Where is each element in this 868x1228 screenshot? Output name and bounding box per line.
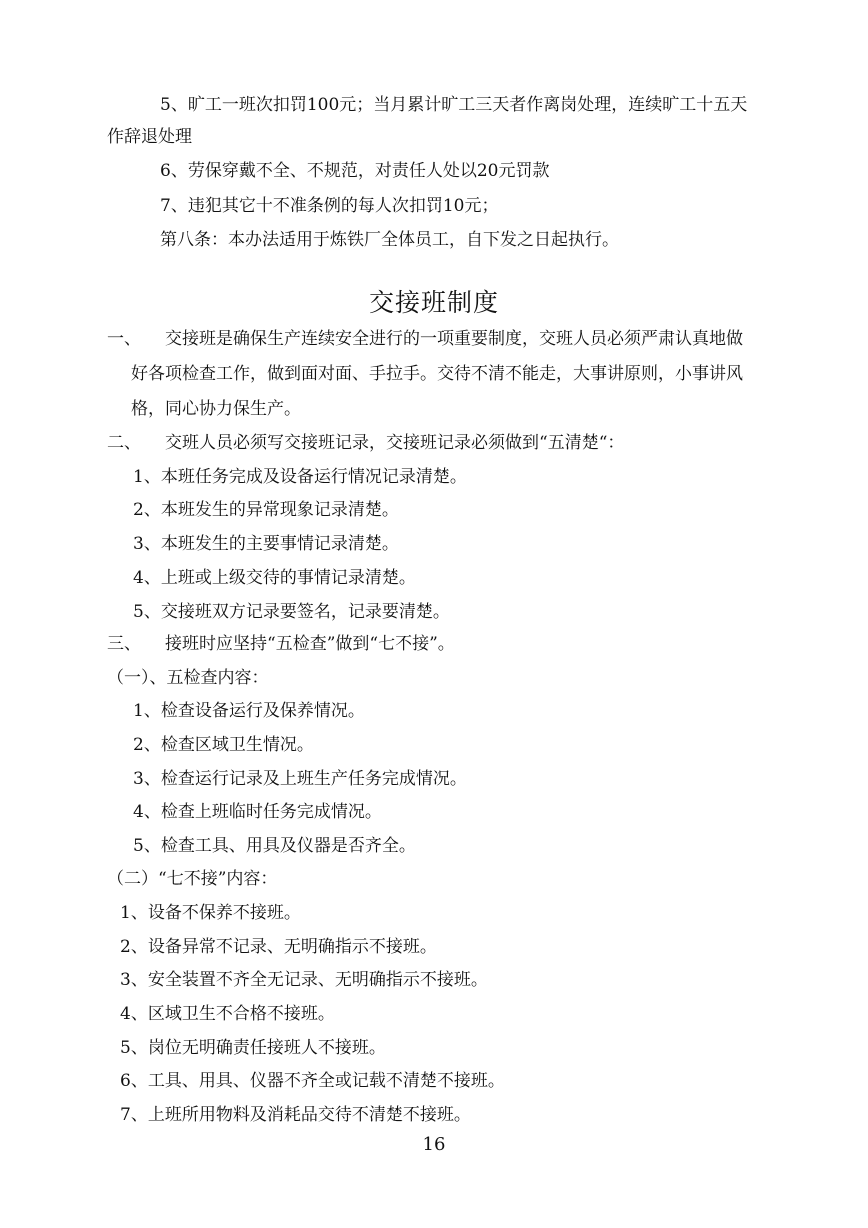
p2-item-3: 3、本班发生的主要事情记录清楚。 <box>133 534 399 554</box>
five-checks-item-4: 4、检查上班临时任务完成情况。 <box>133 802 382 822</box>
p2-item-1: 1、本班任务完成及设备运行情况记录清楚。 <box>133 467 467 487</box>
p1-line-2: 好各项检查工作，做到面对面、手拉手。交待不清不能走，大事讲原则，小事讲风 <box>131 364 743 384</box>
seven-rejects-heading: （二）“七不接”内容： <box>107 869 278 889</box>
p2-text: 交班人员必须写交接班记录，交接班记录必须做到“五清楚“： <box>165 433 625 453</box>
prev-item-6: 6、劳保穿戴不全、不规范，对责任人处以20元罚款 <box>160 161 550 181</box>
five-checks-item-3: 3、检查运行记录及上班生产任务完成情况。 <box>133 769 467 789</box>
seven-rejects-item-6: 6、工具、用具、仪器不齐全或记载不清楚不接班。 <box>120 1071 505 1091</box>
prev-item-7: 7、违犯其它十不准条例的每人次扣罚10元； <box>160 196 499 216</box>
page-number: 16 <box>422 1134 446 1155</box>
p1-number: 一、 <box>107 329 141 349</box>
prev-article-8: 第八条：本办法适用于炼铁厂全体员工，自下发之日起执行。 <box>160 230 619 250</box>
seven-rejects-item-1: 1、设备不保养不接班。 <box>120 903 301 923</box>
p1-line-3: 格，同心协力保生产。 <box>131 399 301 419</box>
p2-item-4: 4、上班或上级交待的事情记录清楚。 <box>133 568 416 588</box>
seven-rejects-item-5: 5、岗位无明确责任接班人不接班。 <box>120 1038 386 1058</box>
seven-rejects-item-2: 2、设备异常不记录、无明确指示不接班。 <box>120 937 437 957</box>
p3-text: 接班时应坚持“五检查”做到“七不接”。 <box>165 634 455 654</box>
p1-line-1: 交接班是确保生产连续安全进行的一项重要制度，交班人员必须严肃认真地做 <box>165 329 743 349</box>
five-checks-item-5: 5、检查工具、用具及仪器是否齐全。 <box>133 836 416 856</box>
p3-number: 三、 <box>107 634 141 654</box>
p2-item-5: 5、交接班双方记录要签名，记录要清楚。 <box>133 602 450 622</box>
five-checks-item-1: 1、检查设备运行及保养情况。 <box>133 701 365 721</box>
prev-item-5-cont: 作辞退处理 <box>107 127 192 147</box>
seven-rejects-item-7: 7、上班所用物料及消耗品交待不清楚不接班。 <box>120 1105 471 1125</box>
five-checks-item-2: 2、检查区域卫生情况。 <box>133 735 314 755</box>
seven-rejects-item-3: 3、安全装置不齐全无记录、无明确指示不接班。 <box>120 970 488 990</box>
p2-item-2: 2、本班发生的异常现象记录清楚。 <box>133 500 399 520</box>
five-checks-heading: （一）、五检查内容： <box>107 668 269 688</box>
section-title: 交接班制度 <box>368 288 499 317</box>
p2-number: 二、 <box>107 433 141 453</box>
seven-rejects-item-4: 4、区域卫生不合格不接班。 <box>120 1004 335 1024</box>
prev-item-5: 5、旷工一班次扣罚100元；当月累计旷工三天者作离岗处理，连续旷工十五天 <box>160 95 748 115</box>
